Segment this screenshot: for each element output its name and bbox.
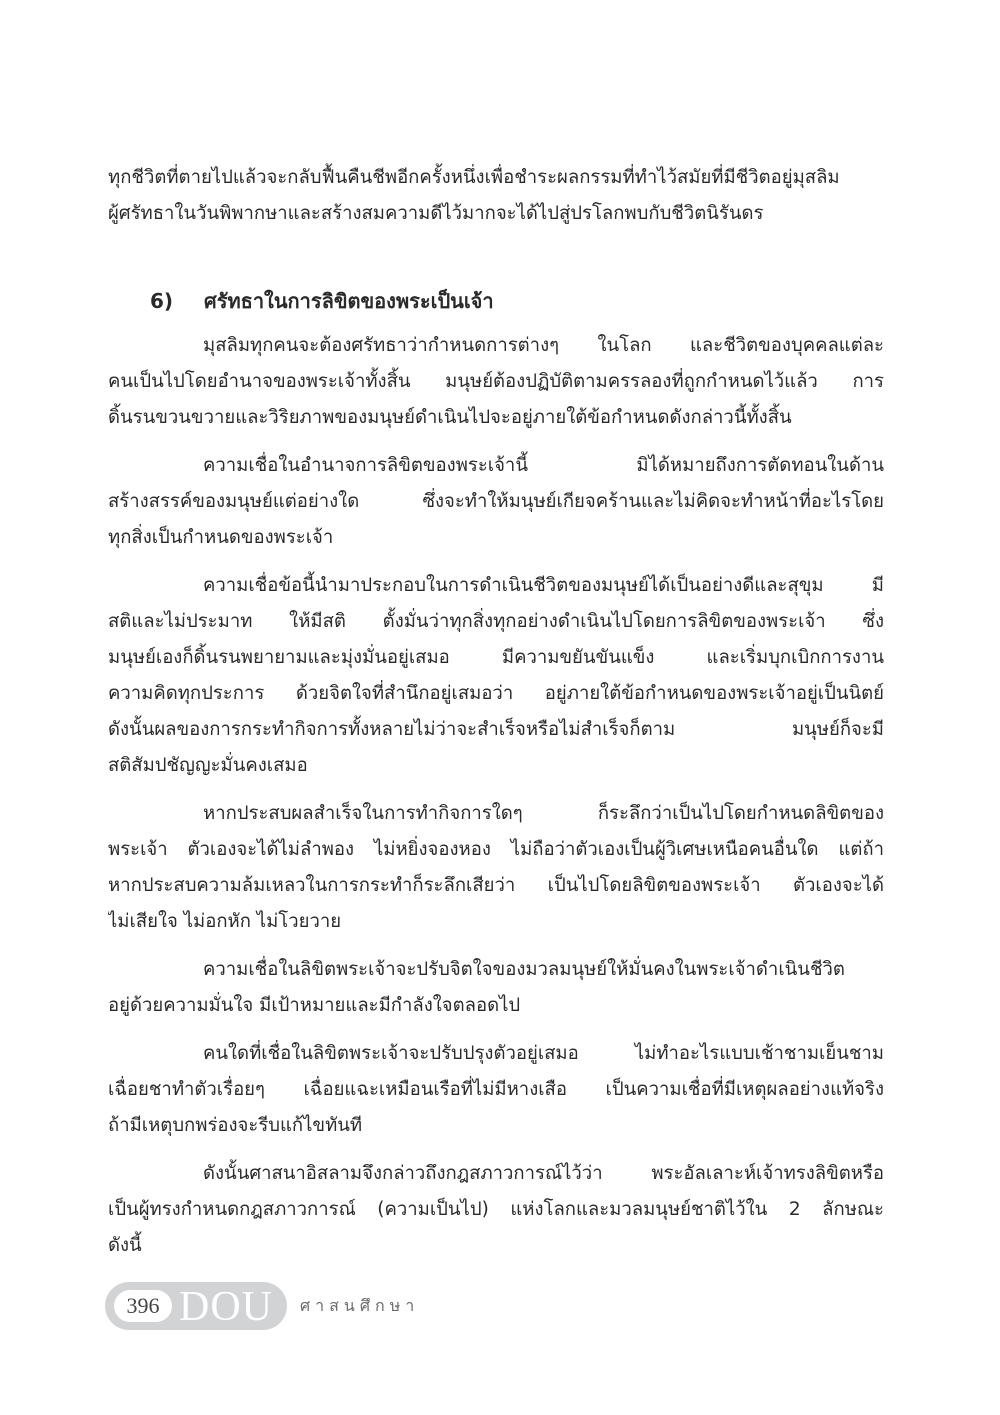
page-number: 396 (114, 1290, 172, 1322)
paragraph-line: หากประสบความล้มเหลวในการกระทำก็ระลึกเสียว่า เป็นไปโดยลิขิตของพระเจ้า ตัวเองจะได้ (108, 875, 884, 896)
course-title: ศาสนศึกษา (300, 1296, 420, 1315)
paragraph-line: ความคิดทุกประการ ด้วยจิตใจที่สำนึกอยู่เสมอว่า อยู่ภายใต้ข้อกำหนดของพระเจ้าอยู่เป็นนิตย์ (108, 683, 884, 704)
paragraph-line: ถ้ามีเหตุบกพร่องจะรีบแก้ไขทันที (108, 1115, 363, 1136)
paragraph-line: มุสลิมทุกคนจะต้องศรัทธาว่ากำหนดการต่างๆ ในโลก และชีวิตของบุคคลแต่ละ (203, 335, 884, 356)
paragraph-line: สติสัมปชัญญะมั่นคงเสมอ (108, 755, 308, 776)
paragraph-line: เป็นผู้ทรงกำหนดกฎสภาวการณ์ (ความเป็นไป) แห่งโลกและมวลมนุษย์ชาติไว้ใน 2 ลักษณะ (108, 1199, 884, 1220)
paragraph-line: เฉื่อยชาทำตัวเรื่อยๆ เฉื่อยแฉะเหมือนเรือที่ไม่มีหางเสือ เป็นความเชื่อที่มีเหตุผลอย่างแท้จริง (108, 1079, 884, 1100)
brand-logo-text: DOU (179, 1284, 273, 1330)
footer-badge (105, 1282, 287, 1330)
paragraph-line: คนใดที่เชื่อในลิขิตพระเจ้าจะปรับปรุงตัวอยู่เสมอ ไม่ทำอะไรแบบเช้าชามเย็นชาม (203, 1043, 884, 1064)
paragraph-line: หากประสบผลสำเร็จในการทำกิจการใดๆ ก็ระลึกว่าเป็นไปโดยกำหนดลิขิตของ (203, 803, 884, 824)
paragraph-line: ดังนั้นผลของการกระทำกิจการทั้งหลายไม่ว่าจะสำเร็จหรือไม่สำเร็จก็ตาม มนุษย์ก็จะมี (108, 719, 884, 740)
paragraph-line: ความเชื่อในลิขิตพระเจ้าจะปรับจิตใจของมวลมนุษย์ให้มั่นคงในพระเจ้าดำเนินชีวิต (203, 959, 845, 980)
paragraph-line: ดังนั้นศาสนาอิสลามจึงกล่าวถึงกฎสภาวการณ์ไว้ว่า พระอัลเลาะห์เจ้าทรงลิขิตหรือ (203, 1163, 884, 1184)
paragraph-line: ทุกสิ่งเป็นกำหนดของพระเจ้า (108, 527, 334, 548)
paragraph-line: คนเป็นไปโดยอำนาจของพระเจ้าทั้งสิ้น มนุษย์ต้องปฏิบัติตามครรลองที่ถูกกำหนดไว้แล้ว การ (108, 371, 884, 392)
paragraph-line: ไม่เสียใจ ไม่อกหัก ไม่โวยวาย (108, 911, 342, 932)
paragraph-line: ความเชื่อในอำนาจการลิขิตของพระเจ้านี้ มิได้หมายถึงการตัดทอนในด้าน (203, 455, 884, 476)
paragraph-line: สติและไม่ประมาท ให้มีสติ ตั้งมั่นว่าทุกสิ่งทุกอย่างดำเนินไปโดยการลิขิตของพระเจ้า ซึ่ง (108, 611, 884, 632)
paragraph-line: ดิ้นรนขวนขวายและวิริยภาพของมนุษย์ดำเนินไปจะอยู่ภายใต้ข้อกำหนดดังกล่าวนี้ทั้งสิ้น (108, 407, 792, 428)
paragraph-line: มนุษย์เองก็ดิ้นรนพยายามและมุ่งมั่นอยู่เสมอ มีความขยันขันแข็ง และเริ่มบุกเบิกการงาน (108, 647, 884, 668)
paragraph-line: ผู้ศรัทธาในวันพิพากษาและสร้างสมความดีไว้มากจะได้ไปสู่ปรโลกพบกับชีวิตนิรันดร (108, 203, 764, 224)
section-title: ศรัทธาในการลิขิตของพระเป็นเจ้า (204, 289, 494, 313)
paragraph-line: ดังนี้ (108, 1235, 142, 1256)
section-number: 6) (150, 289, 174, 313)
paragraph-line: พระเจ้า ตัวเองจะได้ไม่ลำพอง ไม่หยิ่งจองหอง ไม่ถือว่าตัวเองเป็นผู้วิเศษเหนือคนอื่นใด แต่ถ้า (108, 839, 884, 860)
paragraph-line: สร้างสรรค์ของมนุษย์แต่อย่างใด ซึ่งจะทำให้มนุษย์เกียจคร้านและไม่คิดจะทำหน้าที่อะไรโดย (108, 491, 884, 512)
paragraph-line: อยู่ด้วยความมั่นใจ มีเป้าหมายและมีกำลังใจตลอดไป (108, 995, 521, 1016)
paragraph-line: ความเชื่อข้อนี้นำมาประกอบในการดำเนินชีวิตของมนุษย์ได้เป็นอย่างดีและสุขุม มี (203, 575, 884, 596)
paragraph-line: ทุกชีวิตที่ตายไปแล้วจะกลับฟื้นคืนชีพอีกครั้งหนึ่งเพื่อชำระผลกรรมที่ทำไว้สมัยที่มีชีวิตอยู่มุสลิม (108, 167, 840, 188)
